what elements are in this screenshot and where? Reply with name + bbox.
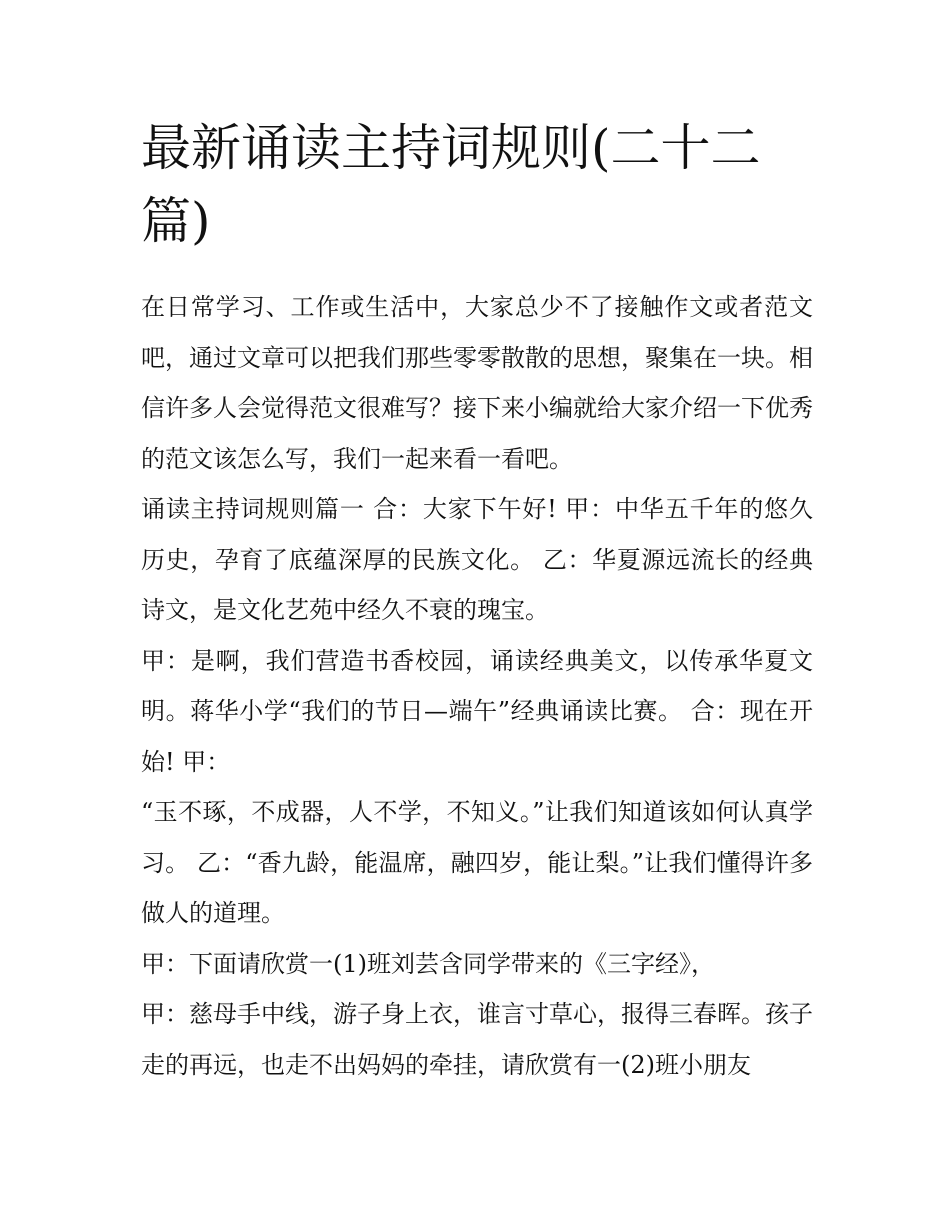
- paragraph-start: 甲：是啊，我们营造书香校园，诵读经典美文，以传承华夏文明。蒋华小学“我们的节日—端午”经典诵读比赛。 合：现在开始! 甲：: [141, 646, 813, 776]
- paragraph-intro: 在日常学习、工作或生活中，大家总少不了接触作文或者范文吧，通过文章可以把我们那些零零散散的思想，聚集在一块。相信许多人会觉得范文很难写？接下来小编就给大家介绍一下优秀的范文该怎么写，我们一起来看一看吧。: [141, 293, 813, 473]
- paragraph-opening: 诵读主持词规则篇一 合：大家下午好! 甲：中华五千年的悠久历史，孕育了底蕴深厚的民族文化。 乙：华夏源远流长的经典诗文，是文化艺苑中经久不衰的瑰宝。: [141, 495, 813, 624]
- paragraph-sanzijing: “玉不琢，不成器，人不学，不知义。”让我们知道该如何认真学习。 乙：“香九龄，能温席，融四岁，能让梨。”让我们懂得许多做人的道理。: [141, 798, 813, 927]
- paragraph-class-2: 甲：慈母手中线，游子身上衣，谁言寸草心，报得三春晖。孩子走的再远，也走不出妈妈的牵挂，请欣赏有一(2)班小朋友: [141, 1000, 813, 1079]
- document-title: 最新诵读主持词规则(二十二篇): [141, 119, 761, 250]
- paragraph-class-1: 甲：下面请欣赏一(1)班刘芸含同学带来的《三字经》，: [141, 949, 715, 978]
- document-content: [141, 112, 813, 1090]
- document-body: [141, 282, 813, 1090]
